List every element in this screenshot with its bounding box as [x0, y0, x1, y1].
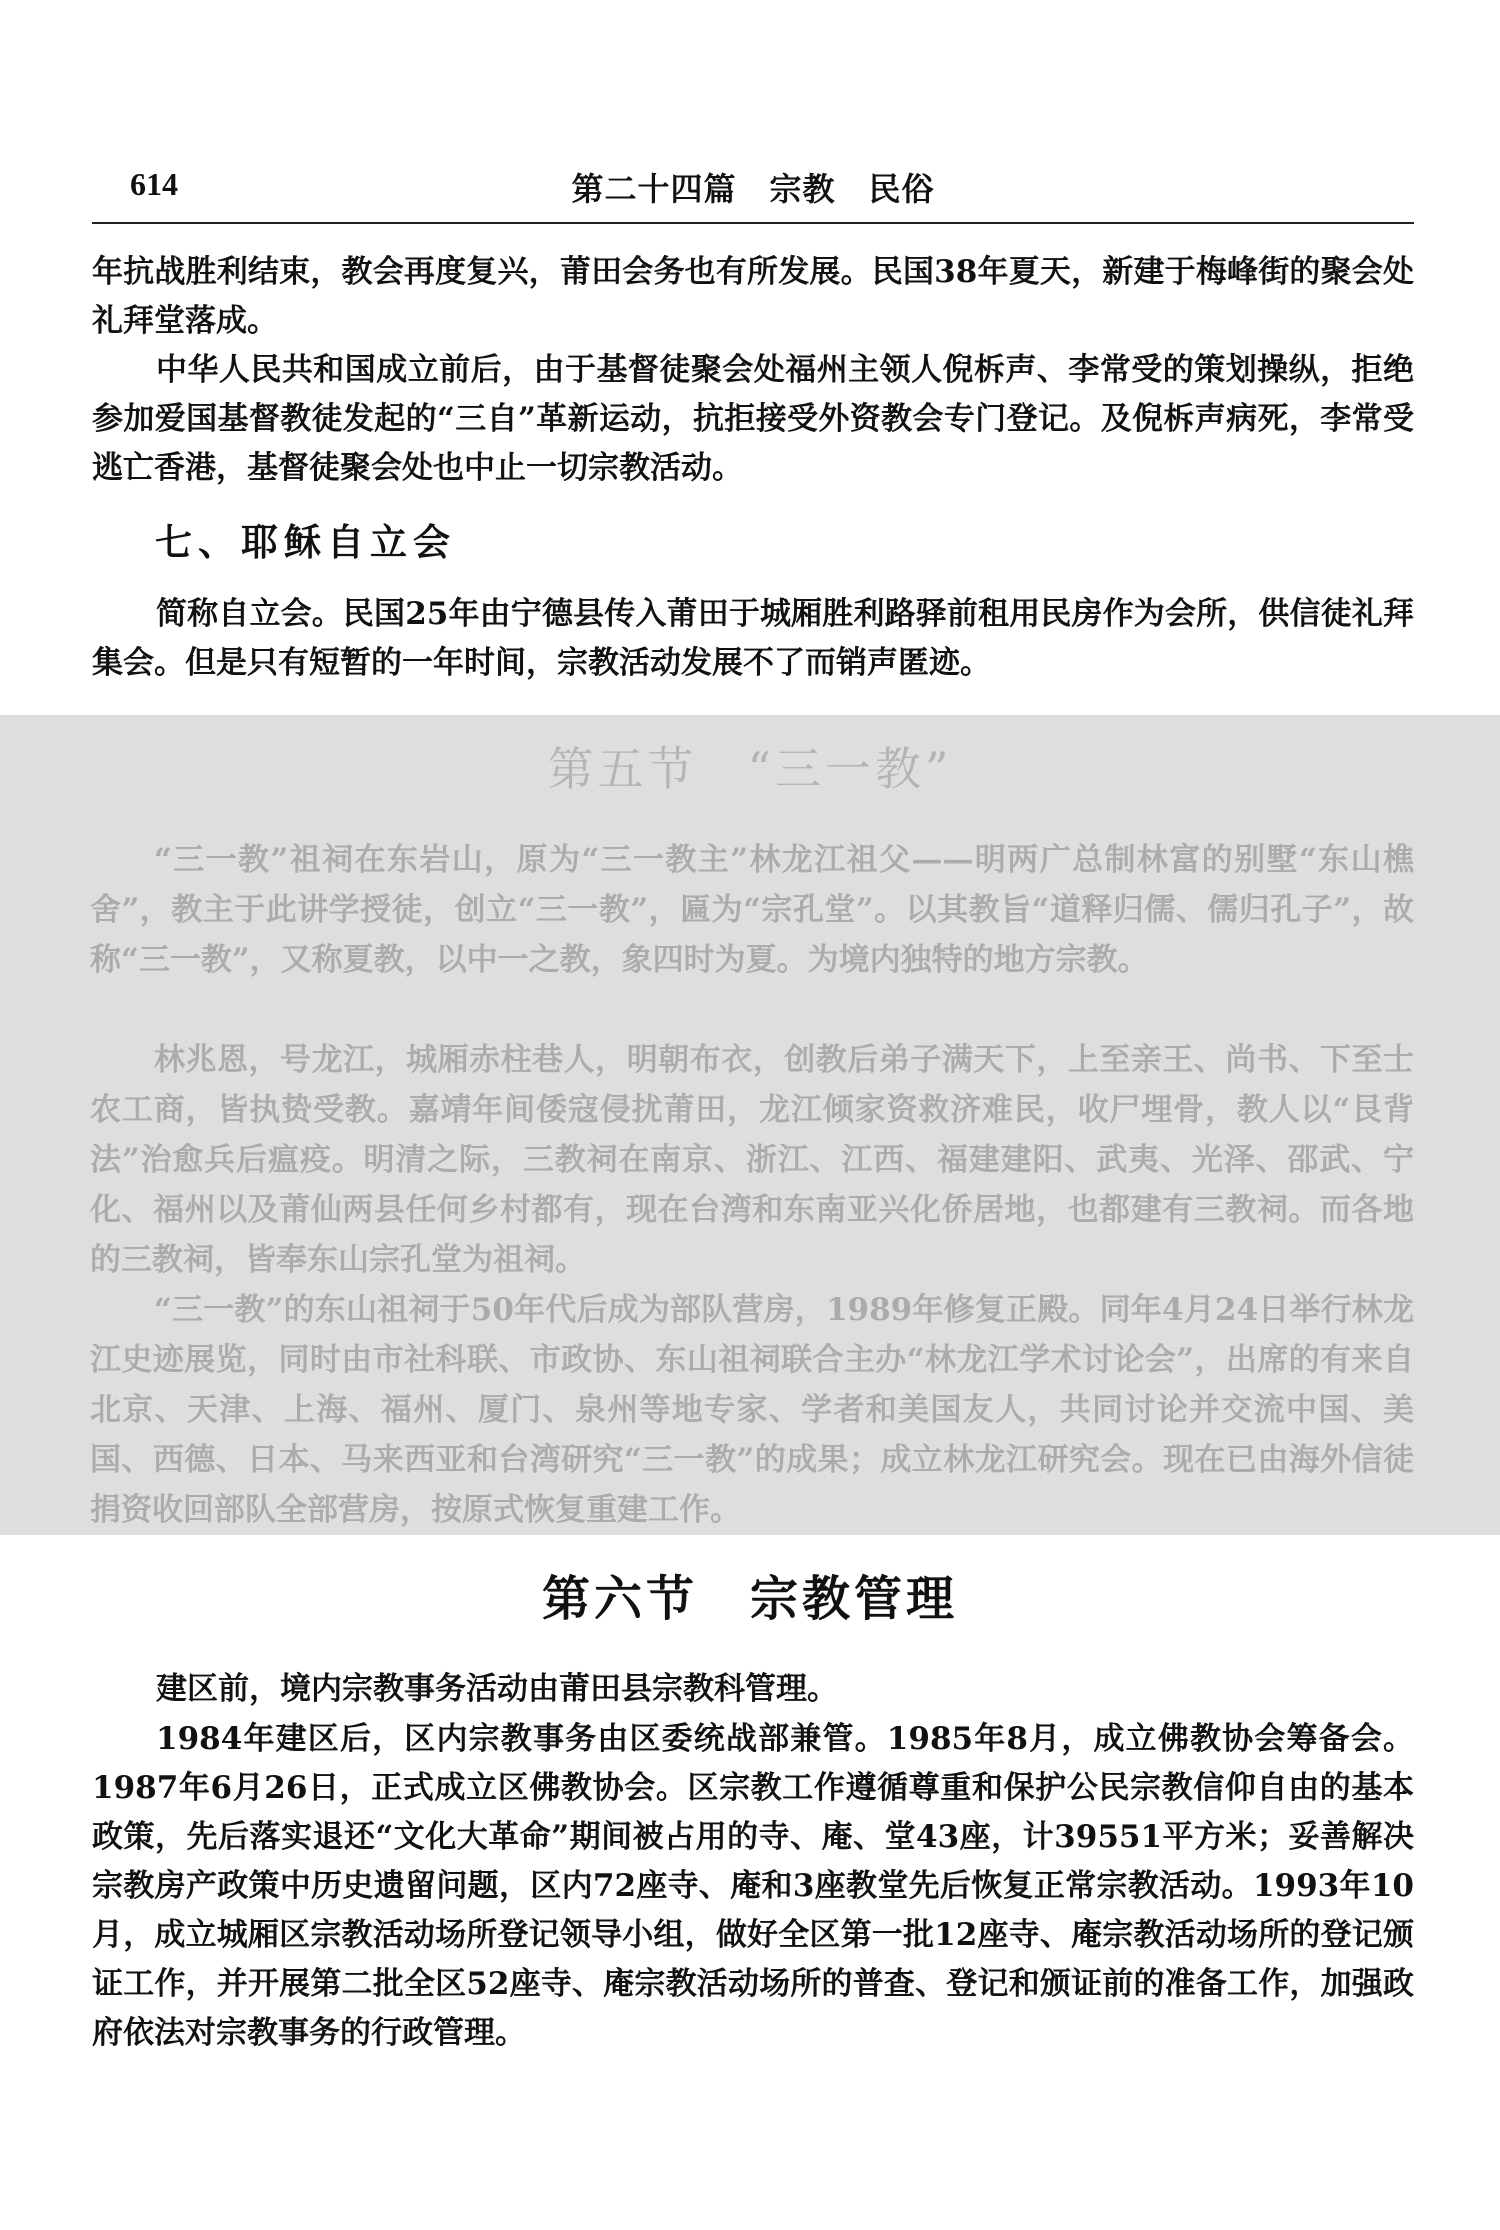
page-number: 614: [130, 166, 178, 202]
page-header: [92, 160, 1414, 224]
section-five-paragraph-3: “三一教”的东山祖祠于50年代后成为部队营房，1989年修复正殿。同年4月24日举行林龙江史迹展览，同时由市社科联、市政协、东山祖祠联合主办“林龙江学术讨论会”，出席的有来自北京、天津、上海、福州、厦门、泉州等地专家、学者和美国友人，共同讨论并交流中国、美国、西德、日本、马来西亚和台湾研究“三一教”的成果；成立林龙江研究会。现在已由海外信徒捐资收回部队全部营房，按原式恢复重建工作。: [90, 1292, 1414, 1528]
section-five-title: 第五节 “三一教”: [547, 742, 953, 796]
subsection-title: 七、耶稣自立会: [155, 520, 456, 564]
section-five-band: [0, 715, 1500, 1535]
section-six-paragraph-2: 1984年建区后，区内宗教事务由区委统战部兼管。1985年8月，成立佛教协会筹备会。1987年6月26日，正式成立区佛教协会。区宗教工作遵循尊重和保护公民宗教信仰自由的基本政策，先后落实退还“文化大革命”期间被占用的寺、庵、堂43座，计39551平方米；妥善解决宗教房产政策中历史遗留问题，区内72座寺、庵和3座教堂先后恢复正常宗教活动。1993年10月，成立城厢区宗教活动场所登记领导小组，做好全区第一批12座寺、庵宗教活动场所的登记颁证工作，并开展第二批全区52座寺、庵宗教活动场所的普查、登记和颁证前的准备工作，加强政府依法对宗教事务的行政管理。: [92, 1721, 1414, 2051]
subsection-paragraph-1: 简称自立会。民国25年由宁德县传入莆田于城厢胜利路驿前租用民房作为会所，供信徒礼拜集会。但是只有短暂的一年时间，宗教活动发展不了而销声匿迹。: [92, 596, 1414, 681]
intro-paragraph-1: 年抗战胜利结束，教会再度复兴，莆田会务也有所发展。民国38年夏天，新建于梅峰街的聚会处礼拜堂落成。: [92, 254, 1414, 339]
running-head: 第二十四篇 宗教 民俗: [571, 170, 935, 208]
section-five-paragraph-1: “三一教”祖祠在东岩山，原为“三一教主”林龙江祖父——明两广总制林富的别墅“东山樵舍”，教主于此讲学授徒，创立“三一教”，匾为“宗孔堂”。以其教旨“道释归儒、儒归孔子”，故称“三一教”，又称夏教，以中一之教，象四时为夏。为境内独特的地方宗教。: [90, 842, 1414, 978]
intro-paragraph-2: 中华人民共和国成立前后，由于基督徒聚会处福州主领人倪柝声、李常受的策划操纵，拒绝参加爱国基督教徒发起的“三自”革新运动，抗拒接受外资教会专门登记。及倪柝声病死，李常受逃亡香港，基督徒聚会处也中止一切宗教活动。: [92, 352, 1414, 486]
section-six-title: 第六节 宗教管理: [541, 1571, 958, 1627]
section-six-paragraph-1: 建区前，境内宗教事务活动由莆田县宗教科管理。: [156, 1671, 838, 1707]
section-five-paragraph-2: 林兆恩，号龙江，城厢赤柱巷人，明朝布衣，创教后弟子满天下，上至亲王、尚书、下至士农工商，皆执贽受教。嘉靖年间倭寇侵扰莆田，龙江倾家资救济难民，收尸埋骨，教人以“艮背法”治愈兵后瘟疫。明清之际，三教祠在南京、浙江、江西、福建建阳、武夷、光泽、邵武、宁化、福州以及莆仙两县任何乡村都有，现在台湾和东南亚兴化侨居地，也都建有三教祠。而各地的三教祠，皆奉东山宗孔堂为祖祠。: [90, 1042, 1414, 1278]
